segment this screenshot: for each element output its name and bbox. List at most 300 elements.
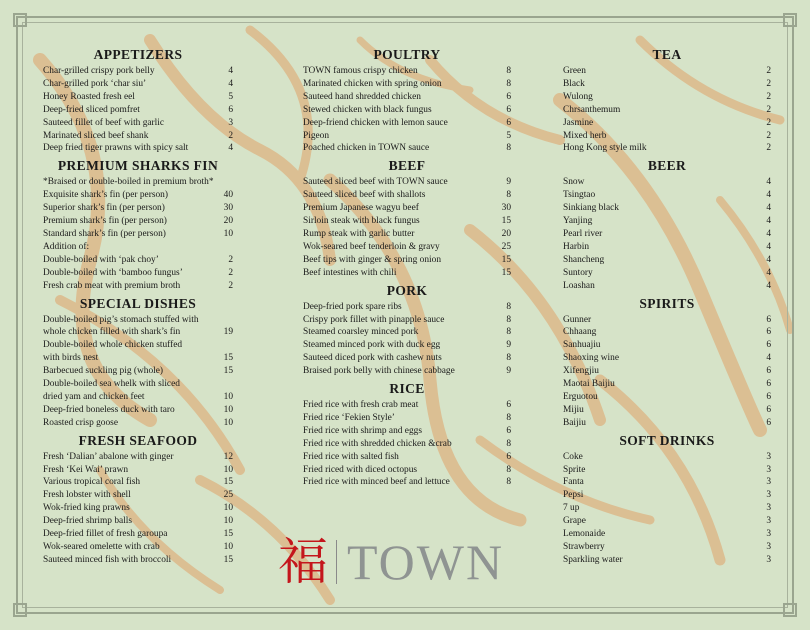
menu-item-price: 4 [228, 78, 233, 89]
restaurant-logo [278, 532, 504, 592]
menu-item-name: Rump steak with garlic butter [303, 228, 415, 239]
corner-ornament [783, 13, 797, 27]
menu-item-name: Premium Japanese wagyu beef [303, 203, 419, 214]
menu-item [303, 412, 511, 425]
menu-item [43, 554, 233, 567]
menu-item [303, 339, 511, 352]
menu-item-name: Various tropical coral fish [43, 477, 141, 488]
menu-item [303, 117, 511, 130]
menu-item-name: Grape [563, 516, 586, 527]
menu-item [43, 228, 233, 241]
section-title-beef: BEEF [388, 158, 426, 174]
menu-item-price: 6 [766, 391, 771, 402]
menu-item-name: Tsingtao [563, 190, 596, 201]
section-title-pork: PORK [386, 282, 428, 298]
menu-column-2 [303, 44, 511, 489]
menu-item [43, 202, 233, 215]
menu-item-price: 20 [223, 216, 233, 227]
menu-item-name: Hong Kong style milk [563, 143, 647, 154]
menu-item-name: Barbecued suckling pig (whole) [43, 366, 164, 377]
menu-item [43, 339, 233, 352]
menu-item-price: 6 [766, 417, 771, 428]
menu-item-name: Deep-fried pork spare ribs [303, 301, 402, 312]
menu-item-name: Fresh ‘Kei Wai’ prawn [43, 464, 129, 475]
section-title-special-dishes: SPECIAL DISHES [79, 295, 197, 311]
menu-item-price: 4 [766, 228, 771, 239]
menu-item-name: Jasmine [563, 117, 594, 128]
menu-item [303, 451, 511, 464]
menu-item-price: 8 [506, 464, 511, 475]
menu-item-name: Crispy pork fillet with pinapple sauce [303, 314, 445, 325]
menu-item [43, 541, 233, 554]
menu-item-name: Wulong [563, 91, 593, 102]
menu-item-price: 3 [766, 554, 771, 565]
logo-name: TOWN [347, 534, 505, 590]
menu-item [563, 202, 771, 215]
menu-item-price: 4 [766, 254, 771, 265]
menu-item-price: 8 [506, 438, 511, 449]
menu-item-price: 4 [766, 177, 771, 188]
menu-item-name: Steamed minced pork with duck egg [303, 340, 441, 351]
menu-item [563, 451, 771, 464]
menu-item-price: 3 [228, 117, 233, 128]
menu-item-price: 20 [501, 228, 511, 239]
menu-item [563, 476, 771, 489]
menu-item-price: 8 [506, 78, 511, 89]
menu-item [303, 254, 511, 267]
menu-item-name: Sauteed hand shredded chicken [303, 91, 421, 102]
menu-item [563, 142, 771, 155]
menu-item-name: Loashan [563, 280, 595, 291]
menu-item [43, 451, 233, 464]
menu-item-name: Addition of: [43, 241, 90, 252]
menu-item-price: 9 [506, 177, 511, 188]
section-note: *Braised or double-boiled in premium broth* [43, 177, 214, 188]
menu-item [303, 267, 511, 280]
menu-item-name: Double-boiled with ‘bamboo fungus’ [43, 267, 183, 278]
menu-item-price: 15 [501, 267, 511, 278]
menu-item-price: 8 [506, 477, 511, 488]
menu-item [563, 228, 771, 241]
menu-item-price: 6 [766, 379, 771, 390]
menu-item-name: Sauteed minced fish with broccoli [43, 554, 172, 565]
menu-item [563, 189, 771, 202]
menu-item-price: 8 [506, 327, 511, 338]
menu-item [563, 528, 771, 541]
menu-item-name: TOWN famous crispy chicken [303, 66, 418, 76]
menu-item [563, 417, 771, 430]
menu-item [563, 464, 771, 477]
menu-item-name: Stewed chicken with black fungus [303, 104, 432, 115]
menu-item-name: Black [563, 78, 585, 89]
menu-item-name: Superior shark’s fin (per person) [43, 203, 165, 214]
menu-item-name: Fried rice ‘Fekien Style’ [303, 412, 395, 423]
menu-item-price: 2 [766, 66, 771, 76]
menu-item-price: 3 [766, 503, 771, 514]
menu-item-name: Sinkiang black [563, 203, 619, 214]
menu-item [43, 78, 233, 91]
menu-item [563, 241, 771, 254]
menu-item-price: 6 [506, 117, 511, 128]
menu-item-name: dried yam and chicken feet [43, 391, 145, 402]
menu-item [563, 391, 771, 404]
menu-item-name: whole chicken filled with shark’s fin [43, 327, 181, 338]
menu-item-price: 4 [766, 203, 771, 214]
menu-item-price: 8 [506, 66, 511, 76]
section-title-fresh-seafood: FRESH SEAFOOD [78, 432, 198, 448]
menu-item [43, 404, 233, 417]
menu-item-price: 30 [223, 203, 233, 214]
menu-item-name: Mixed herb [563, 130, 607, 141]
menu-item-price: 19 [223, 327, 233, 338]
menu-item-price: 9 [506, 366, 511, 377]
section-title-rice: RICE [389, 381, 425, 397]
menu-item-name: with birds nest [43, 353, 99, 364]
menu-column-3 [563, 44, 771, 567]
menu-item-name: Fanta [563, 477, 584, 488]
menu-item [303, 142, 511, 155]
menu-item-price: 2 [766, 130, 771, 141]
corner-ornament [783, 603, 797, 617]
menu-item-price: 2 [228, 254, 233, 265]
section-title-tea: TEA [652, 47, 682, 62]
menu-item [303, 365, 511, 378]
menu-item [303, 241, 511, 254]
menu-item-price: 2 [766, 91, 771, 102]
menu-column-1 [43, 44, 233, 567]
menu-item-price: 4 [228, 66, 233, 76]
menu-item [303, 202, 511, 215]
menu-item-price: 6 [766, 314, 771, 325]
menu-item-name: Wok-fried king prawns [43, 503, 130, 514]
menu-item [43, 352, 233, 365]
menu-item-price: 4 [766, 216, 771, 227]
section-title-soft-drinks: SOFT DRINKS [619, 432, 715, 448]
menu-item-name: Sauteed sliced beef with shallots [303, 190, 426, 201]
menu-item-name: Char-grilled pork ‘char siu’ [43, 78, 147, 89]
menu-item-name: Chhaang [563, 327, 597, 338]
menu-item [563, 378, 771, 391]
menu-item-price: 10 [223, 542, 233, 552]
corner-ornament [13, 603, 27, 617]
menu-item [43, 65, 233, 78]
menu-item-price: 8 [506, 314, 511, 325]
menu-item-price: 8 [506, 301, 511, 312]
menu-item-name: Sparkling water [563, 554, 623, 565]
section-title-spirits: SPIRITS [639, 295, 695, 311]
menu-item-price: 30 [501, 203, 511, 214]
menu-item-price: 2 [766, 143, 771, 154]
menu-item-name: Fried rice with shrimp and eggs [303, 425, 422, 436]
menu-item-name: Mijiu [563, 404, 584, 415]
menu-item [563, 554, 771, 567]
menu-item-price: 10 [223, 391, 233, 402]
menu-item-price: 4 [766, 280, 771, 291]
menu-item-price: 15 [223, 554, 233, 565]
menu-item-name: Yanjing [563, 216, 593, 227]
menu-item-price: 2 [228, 267, 233, 278]
section-title-premium-sharks-fin: PREMIUM SHARKS FIN [57, 158, 219, 174]
menu-item-price: 9 [506, 340, 511, 351]
menu-item [303, 326, 511, 339]
menu-item-name: Sprite [563, 464, 586, 475]
section-title-poultry: POULTRY [373, 47, 441, 62]
menu-item-name: Fried rice with shredded chicken &crab [303, 438, 452, 449]
menu-item-name: Harbin [563, 241, 590, 252]
menu-item-price: 2 [766, 104, 771, 115]
menu-item [43, 365, 233, 378]
menu-item-name: Fresh crab meat with premium broth [43, 280, 181, 291]
menu-item-price: 6 [766, 340, 771, 351]
menu-item [303, 176, 511, 189]
menu-item-price: 12 [223, 451, 233, 462]
menu-item-name: Exquisite shark’s fin (per person) [43, 190, 168, 201]
menu-item-price: 3 [766, 451, 771, 462]
menu-item-price: 8 [506, 412, 511, 423]
menu-item-name: Sirloin steak with black fungus [303, 216, 420, 227]
menu-item-price: 15 [501, 216, 511, 227]
menu-item [563, 215, 771, 228]
menu-item [43, 378, 233, 391]
menu-item-price: 2 [766, 78, 771, 89]
menu-item-name: Shaoxing wine [563, 353, 619, 364]
menu-item-name: Sauteed diced pork with cashew nuts [303, 353, 442, 364]
menu-item-price: 2 [766, 117, 771, 128]
menu-item-price: 3 [766, 477, 771, 488]
logo-divider [336, 540, 337, 584]
menu-item [303, 425, 511, 438]
menu-item-price: 5 [228, 91, 233, 102]
menu-item-name: Sauteed fillet of beef with garlic [43, 117, 165, 128]
menu-item-name: Deep fried tiger prawns with spicy salt [43, 143, 189, 154]
corner-ornament [13, 13, 27, 27]
menu-item-name: Erguotou [563, 391, 598, 402]
menu-item-price: 6 [506, 104, 511, 115]
menu-item-price: 3 [766, 490, 771, 501]
menu-item [43, 91, 233, 104]
menu-item [563, 502, 771, 515]
menu-item-name: Deep-fried shrimp balls [43, 516, 133, 527]
menu-item [563, 326, 771, 339]
menu-item-name: Shancheng [563, 254, 605, 265]
menu-item-price: 2 [228, 280, 233, 291]
menu-item-name: Strawberry [563, 542, 605, 552]
menu-item [563, 91, 771, 104]
section-title-beer: BEER [647, 158, 687, 174]
menu-item [563, 130, 771, 143]
menu-item [43, 130, 233, 143]
menu-item-price: 6 [766, 404, 771, 415]
menu-item [303, 130, 511, 143]
menu-item [303, 352, 511, 365]
logo-character: 福 [278, 533, 328, 591]
menu-item [43, 215, 233, 228]
menu-item [43, 280, 233, 293]
menu-item-price: 6 [506, 400, 511, 411]
menu-item [43, 391, 233, 404]
menu-item [43, 528, 233, 541]
menu-item-name: Sanhuajiu [563, 340, 601, 351]
menu-item-name: Snow [563, 177, 585, 188]
menu-item-name: Braised pork belly with chinese cabbage [303, 366, 455, 377]
menu-item [563, 104, 771, 117]
menu-item [43, 417, 233, 430]
menu-item-price: 8 [506, 143, 511, 154]
menu-item-name: Fried rice with fresh crab meat [303, 400, 419, 411]
menu-item-name: Pepsi [563, 490, 584, 501]
section-title-appetizers: APPETIZERS [93, 47, 183, 62]
menu-item [303, 91, 511, 104]
menu-item-price: 10 [223, 417, 233, 428]
menu-item-price: 6 [506, 425, 511, 436]
menu-item-name: Deep-fried sliced pomfret [43, 104, 140, 115]
menu-item-name: Double-boiled pig’s stomach stuffed with [43, 314, 199, 325]
menu-item [563, 314, 771, 327]
menu-item-name: Marinated chicken with spring onion [303, 78, 442, 89]
menu-item-name: Beef intestines with chili [303, 267, 397, 278]
menu-item [563, 404, 771, 417]
menu-item-price: 10 [223, 516, 233, 527]
menu-item-name: Green [563, 66, 586, 76]
menu-item-price: 4 [766, 267, 771, 278]
menu-item-name: Char-grilled crispy pork belly [43, 66, 155, 76]
menu-item-name: Deep-fried fillet of fresh garoupa [43, 529, 168, 540]
menu-item-name: Fresh ‘Dalian’ abalone with ginger [43, 451, 174, 462]
menu-item-name: Fried rice with minced beef and lettuce [303, 477, 450, 488]
menu-item-name: Honey Roasted fresh eel [43, 91, 135, 102]
menu-item-name: Beef tips with ginger & spring onion [303, 254, 442, 265]
menu-item-name: Suntory [563, 267, 593, 278]
menu-item-name: Xifengjiu [563, 366, 599, 377]
menu-item [303, 464, 511, 477]
menu-item [43, 515, 233, 528]
menu-item-name: Double-boiled whole chicken stuffed [43, 340, 183, 351]
menu-item-price: 8 [506, 190, 511, 201]
menu-item-price: 15 [223, 353, 233, 364]
menu-item [303, 104, 511, 117]
menu-item [303, 438, 511, 451]
menu-item [303, 65, 511, 78]
menu-item-price: 10 [223, 404, 233, 415]
menu-item-price: 40 [223, 190, 233, 201]
menu-item [43, 254, 233, 267]
menu-item-price: 3 [766, 542, 771, 552]
menu-item-name: Poached chicken in TOWN sauce [303, 143, 430, 154]
menu-item-price: 2 [228, 130, 233, 141]
menu-item-name: Wok-seared omelette with crab [43, 542, 160, 552]
menu-item-name: Premium shark’s fin (per person) [43, 216, 167, 227]
menu-item-name: Marinated sliced beef shank [43, 130, 149, 141]
menu-item-name: Deep-fried boneless duck with taro [43, 404, 175, 415]
menu-item [563, 541, 771, 554]
menu-item-price: 3 [766, 529, 771, 540]
menu-item [43, 104, 233, 117]
menu-item [303, 399, 511, 412]
menu-item-price: 25 [501, 241, 511, 252]
menu-item [563, 78, 771, 91]
menu-item [563, 65, 771, 78]
menu-item [43, 489, 233, 502]
menu-item-price: 3 [766, 464, 771, 475]
menu-item-name: Standard shark’s fin (per person) [43, 228, 166, 239]
menu-item [303, 215, 511, 228]
menu-item [563, 176, 771, 189]
menu-item-price: 15 [223, 529, 233, 540]
menu-item [43, 314, 233, 327]
menu-item-name: Baijiu [563, 417, 586, 428]
menu-item [43, 142, 233, 155]
menu-item [303, 78, 511, 91]
menu-item-name: Fresh lobster with shell [43, 490, 131, 501]
menu-item-name: Coke [563, 451, 583, 462]
menu-item-price: 10 [223, 228, 233, 239]
menu-item [303, 314, 511, 327]
menu-item [303, 189, 511, 202]
menu-item-name: Maotai Baijiu [563, 379, 615, 390]
menu-item [43, 476, 233, 489]
menu-item [43, 464, 233, 477]
menu-item-price: 6 [766, 327, 771, 338]
menu-item-name: 7 up [563, 503, 580, 514]
menu-item-price: 8 [506, 353, 511, 364]
menu-item-price: 4 [766, 241, 771, 252]
menu-item-price: 4 [766, 353, 771, 364]
menu-item [43, 117, 233, 130]
menu-item [303, 301, 511, 314]
menu-item-name: Roasted crisp goose [43, 417, 118, 428]
menu-item-name: Double-boiled sea whelk with sliced [43, 379, 180, 390]
menu-item-price: 10 [223, 464, 233, 475]
menu-item [43, 326, 233, 339]
menu-item-name: Chrsanthemum [563, 104, 621, 115]
menu-item-price: 6 [228, 104, 233, 115]
menu-item [303, 228, 511, 241]
menu-item-price: 4 [228, 143, 233, 154]
menu-item-name: Pigeon [303, 130, 330, 141]
menu-item [43, 189, 233, 202]
menu-item-name: Wok-seared beef tenderloin & gravy [303, 241, 440, 252]
menu-item-name: Steamed coarsley minced pork [303, 327, 419, 338]
menu-item-name: Fried riced with diced octopus [303, 464, 418, 475]
menu-item-name: Fried rice with salted fish [303, 451, 399, 462]
menu-item [563, 339, 771, 352]
menu-item-price: 4 [766, 190, 771, 201]
menu-item-name: Lemonaide [563, 529, 606, 540]
menu-item-price: 3 [766, 516, 771, 527]
menu-item [563, 280, 771, 293]
menu-item [43, 502, 233, 515]
menu-item-price: 25 [223, 490, 233, 501]
menu-item [303, 476, 511, 489]
menu-item [563, 267, 771, 280]
menu-item-price: 6 [766, 366, 771, 377]
menu-item-price: 15 [501, 254, 511, 265]
menu-item-name: Pearl river [563, 228, 603, 239]
menu-item-price: 10 [223, 503, 233, 514]
menu-item-name: Deep-friend chicken with lemon sauce [303, 117, 448, 128]
menu-item [563, 352, 771, 365]
menu-item-price: 5 [506, 130, 511, 141]
menu-item [43, 267, 233, 280]
menu-item [563, 254, 771, 267]
menu-item [43, 241, 233, 254]
menu-item-name: Sauteed sliced beef with TOWN sauce [303, 177, 448, 188]
menu-item-price: 15 [223, 366, 233, 377]
menu-item [563, 117, 771, 130]
menu-item-name: Double-boiled with ‘pak choy’ [43, 254, 159, 265]
menu-item-price: 6 [506, 91, 511, 102]
menu-item [563, 365, 771, 378]
